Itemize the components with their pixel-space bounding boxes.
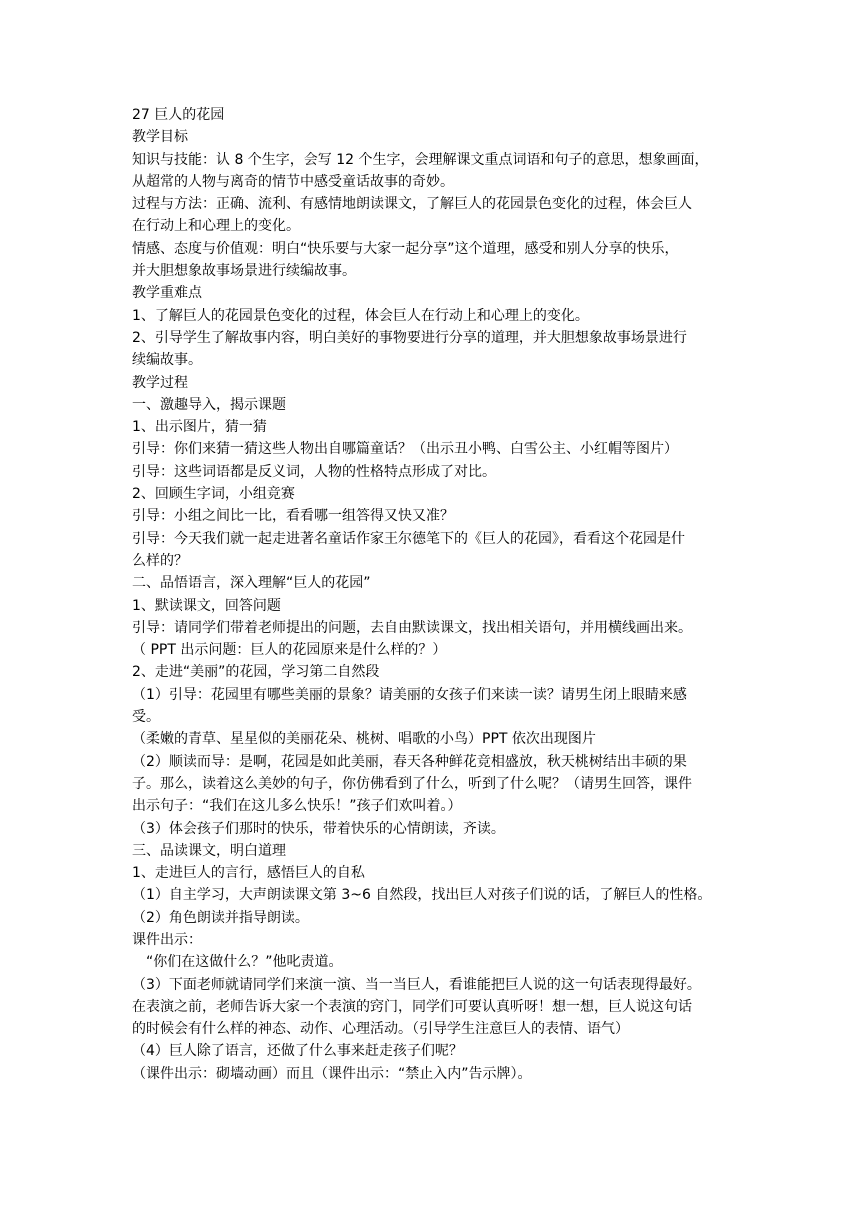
subsection-heading: 二、品悟语言，深入理解“巨人的花园”: [132, 575, 371, 592]
paragraph-line: （柔嫩的青草、星星似的美丽花朵、桃树、唱歌的小鸟）PPT 依次出现图片: [132, 731, 596, 748]
paragraph-line: （2）顺读而导：是啊，花园是如此美丽，春天各种鲜花竞相盛放，秋天桃树结出丰硕的果: [132, 753, 687, 770]
paragraph-line: 在表演之前，老师告诉大家一个表演的窍门，同学们可要认真听呀！想一想，巨人说这句话: [132, 998, 692, 1015]
paragraph-line: （课件出示：砌墙动画）而且（课件出示：“禁止入内”告示牌）。: [132, 1065, 532, 1082]
quoted-line: “你们在这做什么？”他叱责道。: [146, 954, 343, 971]
paragraph-line: （3）体会孩子们那时的快乐，带着快乐的心情朗读，齐读。: [132, 820, 505, 837]
section-heading-key-points: 教学重难点: [132, 285, 202, 302]
paragraph-line: 的时候会有什么样的神态、动作、心理活动。（引导学生注意巨人的表情、语气）: [132, 1021, 629, 1038]
paragraph-line: 课件出示：: [132, 931, 202, 948]
paragraph-line: 2、回顾生字词，小组竞赛: [132, 486, 295, 503]
paragraph-line: 么样的？: [132, 552, 188, 569]
paragraph-line: （ PPT 出示问题：巨人的花园原来是什么样的？）: [132, 642, 447, 659]
paragraph-line: 引导：小组之间比一比，看看哪一组答得又快又准？: [132, 508, 454, 525]
paragraph-line: 1、默读课文，回答问题: [132, 597, 281, 614]
paragraph-line: 引导：今天我们就一起走进著名童话作家王尔德笔下的《巨人的花园》，看看这个花园是什: [132, 530, 685, 547]
paragraph-line: 引导：请同学们带着老师提出的问题，去自由默读课文，找出相关语句，并用横线画出来。: [132, 619, 692, 636]
paragraph-line: （4）巨人除了语言，还做了什么事来赶走孩子们呢？: [132, 1043, 463, 1060]
paragraph-line: 引导：这些词语都是反义词，人物的性格特点形成了对比。: [132, 463, 496, 480]
paragraph-line: （3）下面老师就请同学们来演一演、当一当巨人，看谁能把巨人说的这一句话表现得最好。: [132, 976, 701, 993]
lesson-title: 27 巨人的花园: [132, 107, 225, 123]
paragraph-line: 从超常的人物与离奇的情节中感受童话故事的奇妙。: [132, 173, 454, 190]
paragraph-line: 知识与技能：认 8 个生字，会写 12 个生字，会理解课文重点词语和句子的意思，想象画面，: [132, 151, 709, 168]
paragraph-line: （2）角色朗读并指导朗读。: [132, 909, 309, 926]
paragraph-line: 子。那么，读着这么美妙的句子，你仿佛看到了什么，听到了什么呢？（请男生回答，课件: [132, 775, 692, 792]
paragraph-line: 过程与方法：正确、流利、有感情地朗读课文，了解巨人的花园景色变化的过程，体会巨人: [132, 196, 692, 213]
paragraph-line: 1、走进巨人的言行，感悟巨人的自私: [132, 865, 365, 882]
paragraph-line: 2、走进“美丽”的花园，学习第二自然段: [132, 664, 380, 681]
paragraph-line: 在行动上和心理上的变化。: [132, 218, 300, 235]
paragraph-line: 受。: [132, 709, 160, 726]
subsection-heading: 三、品读课文，明白道理: [132, 842, 286, 859]
paragraph-line: 续编故事。: [132, 352, 202, 369]
paragraph-line: 2、引导学生了解故事内容，明白美好的事物要进行分享的道理，并大胆想象故事场景进行: [132, 329, 687, 346]
paragraph-line: 情感、态度与价值观：明白“快乐要与大家一起分享”这个道理，感受和别人分享的快乐，: [132, 240, 679, 257]
subsection-heading: 一、激趣导入，揭示课题: [132, 396, 286, 413]
paragraph-line: （1）引导：花园里有哪些美丽的景象？请美丽的女孩子们来读一读？请男生闭上眼睛来感: [132, 686, 687, 703]
paragraph-line: 出示句子：“我们在这儿多么快乐！”孩子们欢叫着。）: [132, 798, 462, 815]
document-page: [132, 104, 732, 1085]
paragraph-line: 1、了解巨人的花园景色变化的过程，体会巨人在行动上和心理上的变化。: [132, 307, 589, 324]
section-heading-objectives: 教学目标: [132, 129, 188, 146]
paragraph-line: 并大胆想象故事场景进行续编故事。: [132, 263, 356, 280]
paragraph-line: 引导：你们来猜一猜这些人物出自哪篇童话？（出示丑小鸭、白雪公主、小红帽等图片）: [132, 441, 678, 458]
section-heading-process: 教学过程: [132, 374, 188, 391]
paragraph-line: （1）自主学习，大声朗读课文第 3~6 自然段，找出巨人对孩子们说的话，了解巨人的性格。: [132, 887, 712, 904]
paragraph-line: 1、出示图片，猜一猜: [132, 419, 267, 436]
